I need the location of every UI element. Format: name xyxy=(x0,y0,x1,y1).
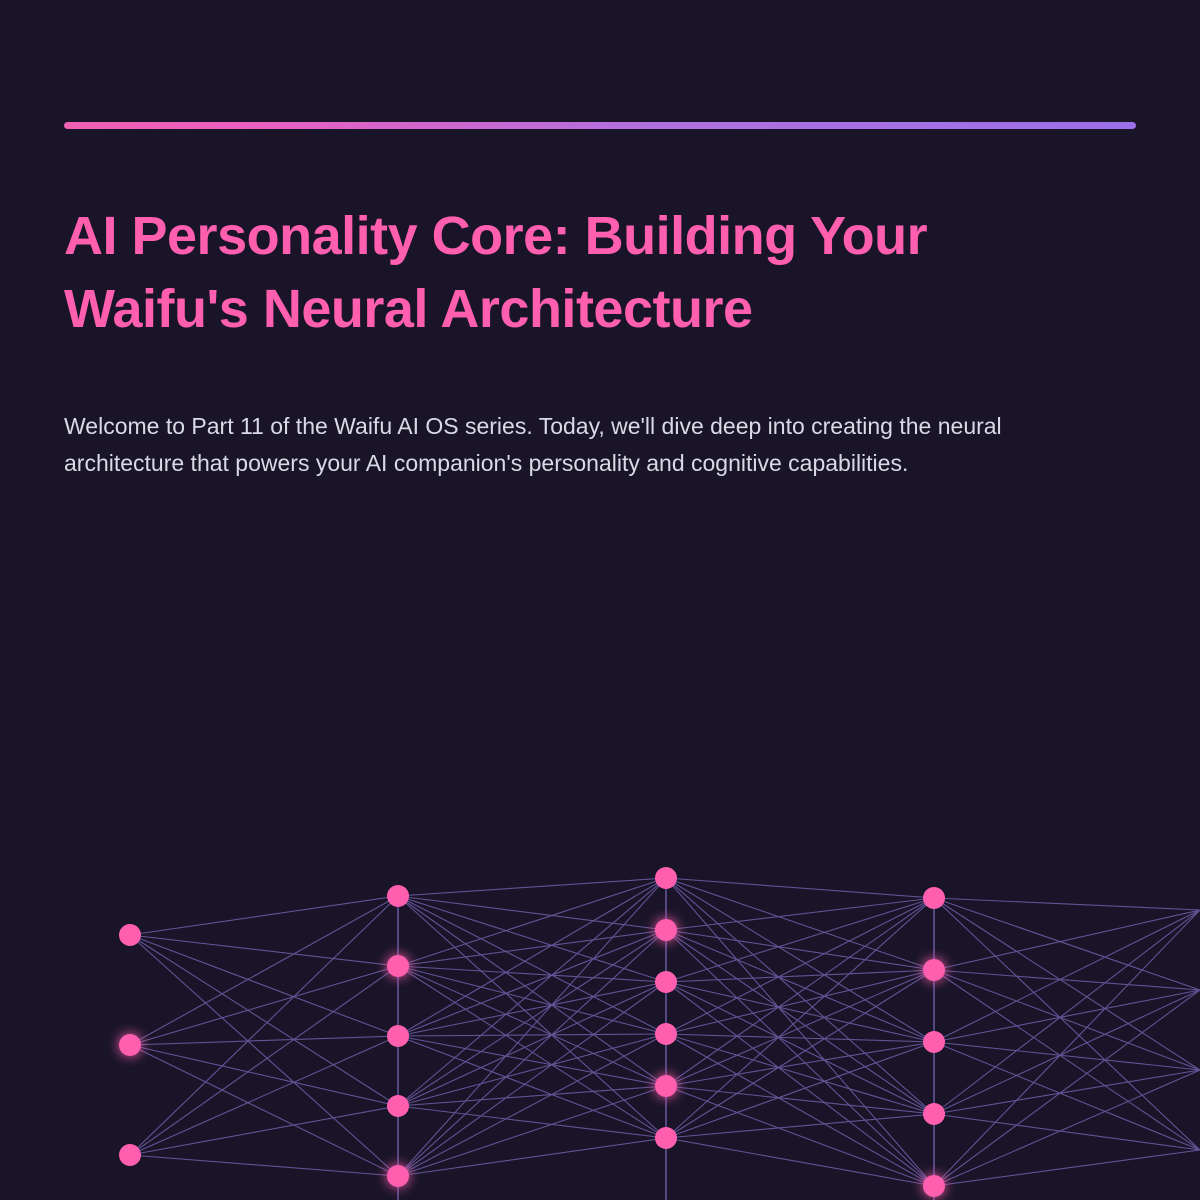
network-node xyxy=(655,1127,677,1149)
network-node xyxy=(655,971,677,993)
network-node xyxy=(119,1034,141,1056)
network-node xyxy=(387,1165,409,1187)
network-node xyxy=(923,887,945,909)
network-node xyxy=(387,955,409,977)
network-node xyxy=(923,1103,945,1125)
network-node xyxy=(119,924,141,946)
network-node xyxy=(387,1025,409,1047)
page-title: AI Personality Core: Building Your Waifu's Neural Architecture xyxy=(64,206,928,339)
neural-network-illustration xyxy=(0,820,1200,1200)
network-node xyxy=(923,959,945,981)
article-content xyxy=(64,200,1104,482)
network-node xyxy=(655,867,677,889)
decorative-top-rule xyxy=(64,122,1136,129)
network-node xyxy=(923,1175,945,1197)
network-node xyxy=(119,1144,141,1166)
network-node xyxy=(387,1095,409,1117)
network-node xyxy=(655,919,677,941)
network-node xyxy=(387,885,409,907)
network-node xyxy=(923,1031,945,1053)
intro-paragraph: Welcome to Part 11 of the Waifu AI OS series. Today, we'll dive deep into creating the neural architecture that powers your AI companion's personality and cognitive capabilities. xyxy=(64,412,1002,477)
network-node xyxy=(655,1023,677,1045)
network-node xyxy=(655,1075,677,1097)
